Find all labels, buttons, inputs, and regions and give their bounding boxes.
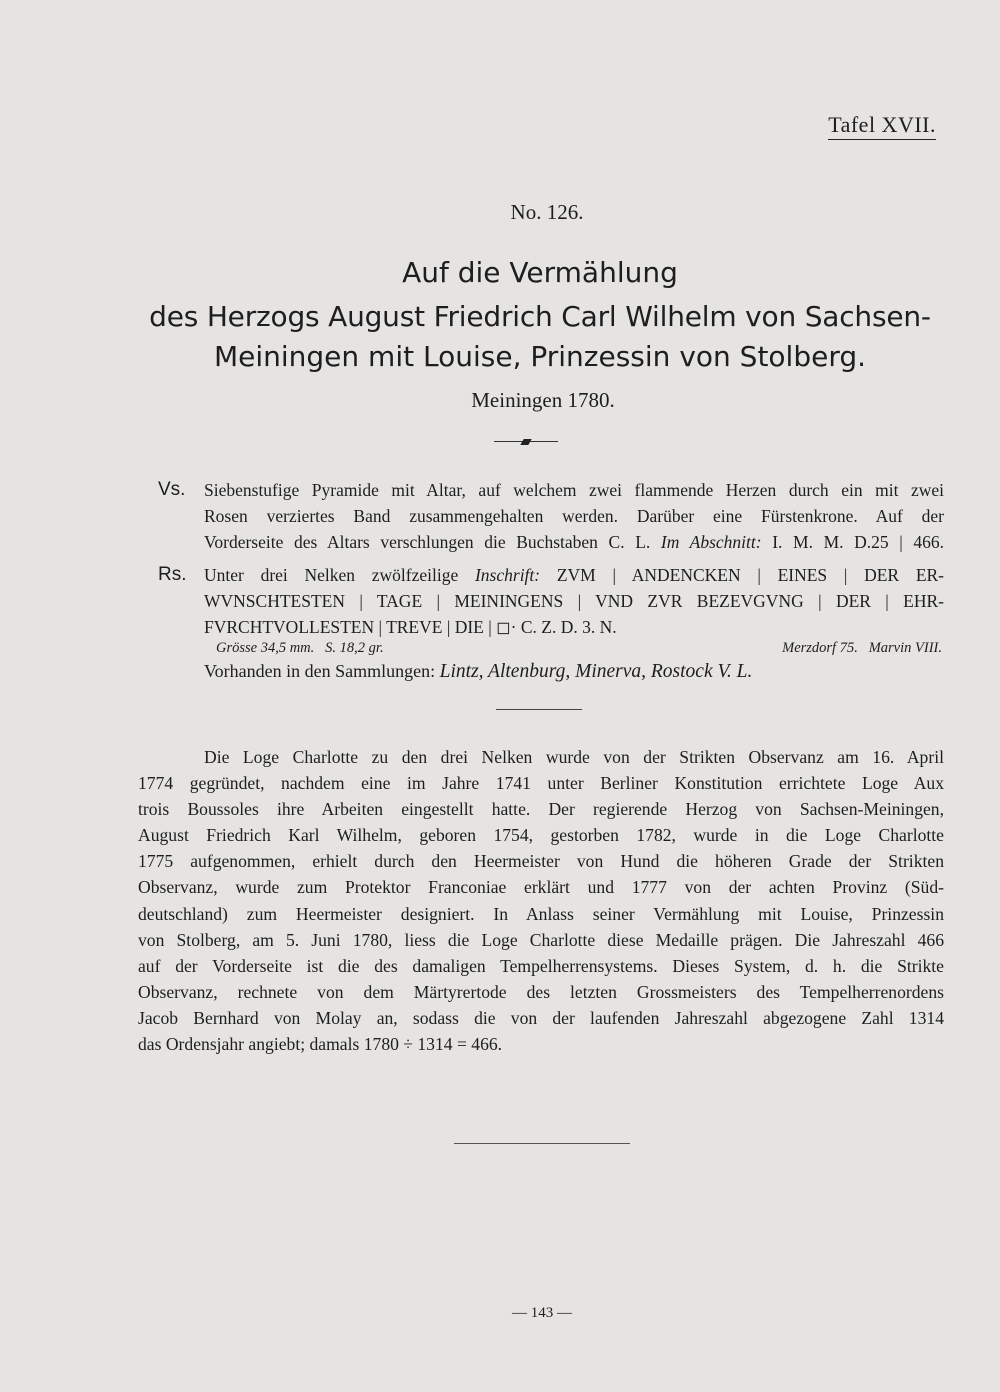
reverse-line-2: WVNSCHTESTEN | TAGE | MEININGENS | VND ZVR BEZEVGVNG | DER | EHR- (204, 591, 944, 611)
obverse-line-text: Vorderseite des Altars verschlungen die Buchstaben C. L. (204, 532, 651, 552)
page-number: — 143 — (512, 1305, 572, 1321)
body-line: 1774 gegründet, nachdem eine im Jahre 1741 unter Berliner Konstitution errichtete Loge Aux (138, 773, 944, 794)
size-weight: Grösse 34,5 mm. S. 18,2 gr. (216, 640, 384, 656)
collections-label: Vorhanden in den Sammlungen: (204, 661, 436, 681)
body-line: deutschland) zum Heermeister designiert. In Anlass seiner Vermählung mit Louise, Prinzessin (138, 903, 944, 924)
body-line: das Ordensjahr angiebt; damals 1780 ÷ 1314 = 466. (138, 1034, 503, 1055)
place-year: Meiningen 1780. (471, 388, 615, 412)
title-line-3: Meiningen mit Louise, Prinzessin von Stolberg. (213, 340, 867, 373)
body-line: Jacob Bernhard von Molay an, sodass die von der laufenden Jahreszahl abgezogene Zahl 1314 (138, 1007, 944, 1028)
commentary-text (138, 744, 944, 1057)
body-line: August Friedrich Karl Wilhelm, geboren 1754, gestorben 1782, wurde in die Loge Charlotte (138, 825, 944, 846)
obverse-line: Rosen verziertes Band zusammengehalten werden. Darüber eine Fürstenkrone. Auf der (204, 506, 944, 526)
body-line: auf der Vorderseite ist die des damaligen Tempelherrensystems. Dieses System, d. h. die Strikte (138, 955, 944, 976)
body-line: 1775 aufgenommen, erhielt durch den Heermeister von Hund die höheren Grade der Strikten (138, 851, 944, 872)
inscription-label: Inschrift: (474, 565, 541, 585)
obverse-line: Siebenstufige Pyramide mit Altar, auf welchem zwei flammende Herzen durch ein mit zwei (204, 480, 944, 500)
references: Merzdorf 75. Marvin VIII. (782, 640, 942, 656)
plate-label: Tafel XVII. (828, 112, 936, 140)
end-rule (454, 1143, 630, 1144)
body-line: Observanz, rechnete von dem Märtyrertode des letzten Grossmeisters des Tempelherrenordens (138, 981, 944, 1002)
reverse-line-text: ZVM | ANDENCKEN | EINES | DER ER- (556, 565, 945, 585)
divider-rule (496, 709, 582, 710)
collections-list: Lintz, Altenburg, Minerva, Rostock V. L. (439, 661, 753, 682)
reverse-line-text: Unter drei Nelken zwölfzeilige (204, 565, 459, 585)
body-line: Observanz, wurde zum Protektor Franconiae erklärt und 1777 von der achten Provinz (Süd- (138, 877, 944, 898)
body-line: trois Boussoles ihre Arbeiten eingestellt hatte. Der regierende Herzog von Sachsen-Meiningen, (138, 799, 944, 820)
obverse-line-last (204, 529, 944, 555)
collections-line (204, 661, 752, 683)
title-line-2: des Herzogs August Friedrich Carl Wilhelm von Sachsen- (149, 300, 931, 333)
medal-number: No. 126. (510, 200, 584, 224)
body-line: von Stolberg, am 5. Juni 1780, liess die Loge Charlotte diese Medaille prägen. Die Jahreszahl 466 (138, 929, 944, 950)
ornament-divider (494, 439, 558, 445)
reverse-line-3: FVRCHTVOLLESTEN | TREVE | DIE | ◻· C. Z. D. 3. N. (204, 617, 617, 637)
exergue-text: I. M. M. D.25 | 466. (772, 532, 945, 552)
obverse-label: Vs. (158, 479, 186, 500)
body-line: Die Loge Charlotte zu den drei Nelken wurde von der Strikten Observanz am 16. April (204, 747, 944, 767)
exergue-label: Im Abschnitt: (660, 532, 762, 552)
title-line-1: Auf die Vermählung (402, 256, 678, 289)
reverse-label: Rs. (158, 564, 187, 585)
reverse-line-1 (204, 562, 944, 588)
